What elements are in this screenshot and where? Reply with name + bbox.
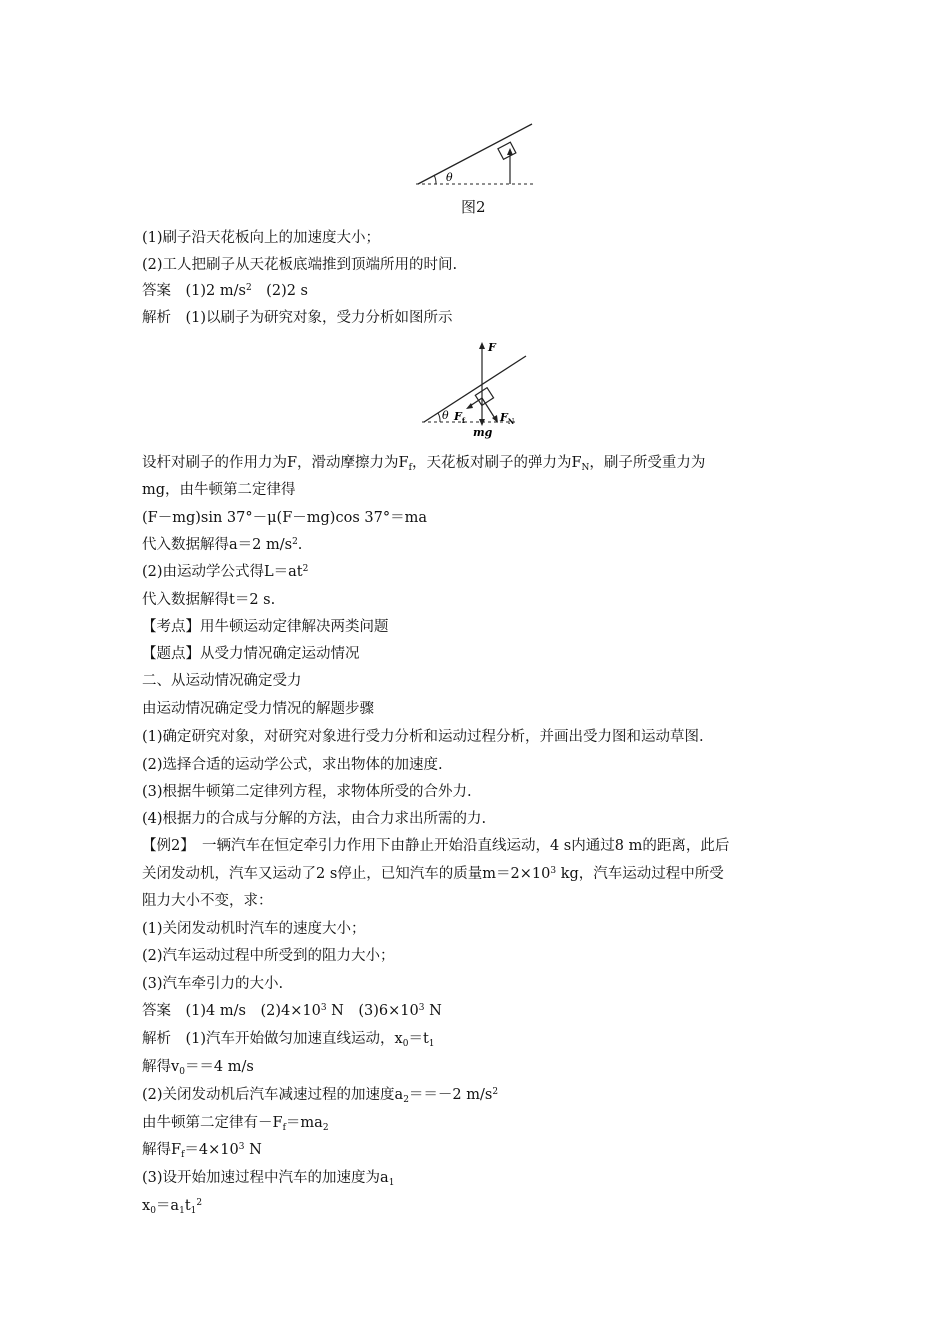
- text-run: .: [297, 537, 303, 553]
- text-run: (2)由运动学公式得L＝at: [142, 564, 303, 580]
- text-run: 代入数据解得a＝2 m/s: [142, 537, 293, 553]
- example-2-line-2: [142, 864, 724, 884]
- ceiling-incline-line: [424, 356, 526, 422]
- text-run: ＝＝－2 m/s: [408, 1087, 493, 1103]
- force-FN-label: [499, 411, 515, 426]
- sub-f: f: [181, 1150, 185, 1160]
- example-2-line-3: 阻力大小不变，求：: [142, 893, 273, 909]
- answer-1: [142, 281, 308, 301]
- force-F-label: F: [488, 341, 496, 354]
- example-2-question-3: (3)汽车牵引力的大小.: [142, 976, 284, 992]
- text-run: 解得F: [142, 1142, 182, 1158]
- text-run: (3)设开始加速过程中汽车的加速度为a: [142, 1170, 389, 1186]
- section-2-heading: 二、从运动情况确定受力: [142, 673, 302, 689]
- analysis-2-line-6: [142, 1168, 394, 1188]
- force-F-arrowhead: [479, 342, 485, 349]
- answer-2: [142, 1001, 442, 1021]
- text-run: ＝t: [408, 1031, 429, 1047]
- text-run: N: [424, 1003, 442, 1019]
- theta-arc: [434, 175, 436, 184]
- sub-f: f: [408, 463, 412, 473]
- example-2-line-1: 【例2】 一辆汽车在恒定牵引力作用下由静止开始沿直线运动，4 s内通过8 m的距离，此后: [142, 838, 730, 854]
- step-2: (2)选择合适的运动学公式，求出物体的加速度.: [142, 757, 443, 773]
- sub-1: 1: [428, 1039, 435, 1049]
- sub-1: 1: [179, 1206, 185, 1216]
- force-FN-main: F: [500, 411, 508, 424]
- sub-1: 1: [190, 1206, 197, 1216]
- steps-title: 由运动情况确定受力情况的解题步骤: [142, 701, 374, 717]
- analysis-2-line-5: [142, 1140, 262, 1160]
- equation-1: (F－mg)sin 37°－μ(F－mg)cos 37°＝ma: [142, 510, 427, 526]
- analysis-1: 解析 (1)以刷子为研究对象，受力分析如图所示: [142, 310, 453, 326]
- text-run: ，刷子所受重力为: [589, 455, 706, 471]
- text-run: N: [244, 1142, 262, 1158]
- text-run: ＝4×10: [184, 1142, 239, 1158]
- figure-2-caption: 图2: [461, 198, 486, 216]
- force-FN-sub: N: [507, 417, 515, 426]
- answer-1-rest: (2)2 s: [251, 283, 309, 299]
- sup-2: 2: [196, 1198, 203, 1208]
- text-run: (2)关闭发动机后汽车减速过程的加速度a: [142, 1087, 404, 1103]
- sup-3: 3: [238, 1142, 245, 1152]
- text-run: x: [142, 1198, 151, 1214]
- sup-2: 2: [492, 1087, 499, 1097]
- step-1: (1)确定研究对象，对研究对象进行受力分析和运动过程分析，并画出受力图和运动草图.: [142, 729, 704, 745]
- force-mg-label: mg: [473, 426, 493, 439]
- analysis-2-line-3: [142, 1085, 498, 1105]
- sup-3: 3: [418, 1003, 425, 1013]
- question-1: (1)刷子沿天花板向上的加速度大小；: [142, 230, 381, 246]
- analysis-2-line-1: [142, 1029, 435, 1049]
- force-Ff-arrowhead: [466, 403, 473, 409]
- sub-0: 0: [150, 1206, 156, 1216]
- kaodian: 【考点】用牛顿运动定律解决两类问题: [142, 619, 389, 635]
- sub-f: f: [282, 1123, 286, 1133]
- tidian: 【题点】从受力情况确定运动情况: [142, 646, 360, 662]
- force-Ff-sub: f: [461, 416, 465, 425]
- text-run: 设杆对刷子的作用力为F，滑动摩擦力为F: [142, 455, 409, 471]
- sub-0: 0: [402, 1039, 409, 1049]
- analysis-2-line-2: [142, 1057, 254, 1077]
- text-run: ＝ma: [285, 1115, 323, 1131]
- text-run: 关闭发动机，汽车又运动了2 s停止，已知汽车的质量m＝2×10: [142, 866, 551, 882]
- text-run: ＝a: [155, 1198, 180, 1214]
- example-2-question-1: (1)关闭发动机时汽车的速度大小；: [142, 921, 366, 937]
- theta-arc-2: [438, 413, 440, 422]
- step-3: (3)根据牛顿第二定律列方程，求物体所受的合外力.: [142, 784, 472, 800]
- text-run: kg，汽车运动过程中所受: [556, 866, 724, 882]
- force-diagram: [418, 338, 538, 442]
- force-Ff-label: [453, 410, 466, 425]
- substitute-2: 代入数据解得t＝2 s.: [142, 592, 276, 608]
- sub-2: 2: [322, 1123, 329, 1133]
- text-run: 解析 (1)汽车开始做匀加速直线运动，x: [142, 1031, 403, 1047]
- figure-2-incline-diagram: [410, 118, 540, 190]
- sub-0: 0: [179, 1067, 185, 1077]
- kinematics-formula: [142, 562, 308, 582]
- text-run: N (3)6×10: [326, 1003, 419, 1019]
- sup-3: 3: [320, 1003, 327, 1013]
- question-2: (2)工人把刷子从天花板底端推到顶端所用的时间.: [142, 257, 458, 273]
- text-run: 解得v: [142, 1059, 180, 1075]
- theta-label-2: θ: [442, 409, 449, 422]
- answer-1-text: 答案 (1)2 m/s: [142, 283, 246, 299]
- text-run: 由牛顿第二定律有－F: [142, 1115, 283, 1131]
- force-definition-line-2: mg，由牛顿第二定律得: [142, 482, 296, 498]
- sub-1: 1: [388, 1178, 395, 1188]
- step-4: (4)根据力的合成与分解的方法，由合力求出所需的力.: [142, 811, 487, 827]
- sub-2: 2: [403, 1095, 409, 1105]
- text-run: t: [184, 1198, 191, 1214]
- sub-N: N: [581, 463, 590, 473]
- force-Ff-main: F: [454, 410, 462, 423]
- analysis-2-line-4: [142, 1113, 329, 1133]
- sup-3: 3: [550, 866, 557, 876]
- substitute-1: [142, 535, 302, 555]
- text-run: ＝＝4 m/s: [184, 1059, 254, 1075]
- sup-2: 2: [302, 564, 309, 574]
- text-run: 答案 (1)4 m/s (2)4×10: [142, 1003, 321, 1019]
- sup-2: 2: [292, 537, 298, 547]
- analysis-2-line-7: [142, 1196, 202, 1216]
- text-run: ，天花板对刷子的弹力为F: [411, 455, 582, 471]
- example-2-question-2: (2)汽车运动过程中所受到的阻力大小；: [142, 948, 395, 964]
- answer-1-sup: 2: [245, 283, 252, 293]
- block-on-incline: [498, 142, 516, 159]
- theta-label: θ: [446, 171, 453, 184]
- force-definition-line-1: [142, 453, 705, 473]
